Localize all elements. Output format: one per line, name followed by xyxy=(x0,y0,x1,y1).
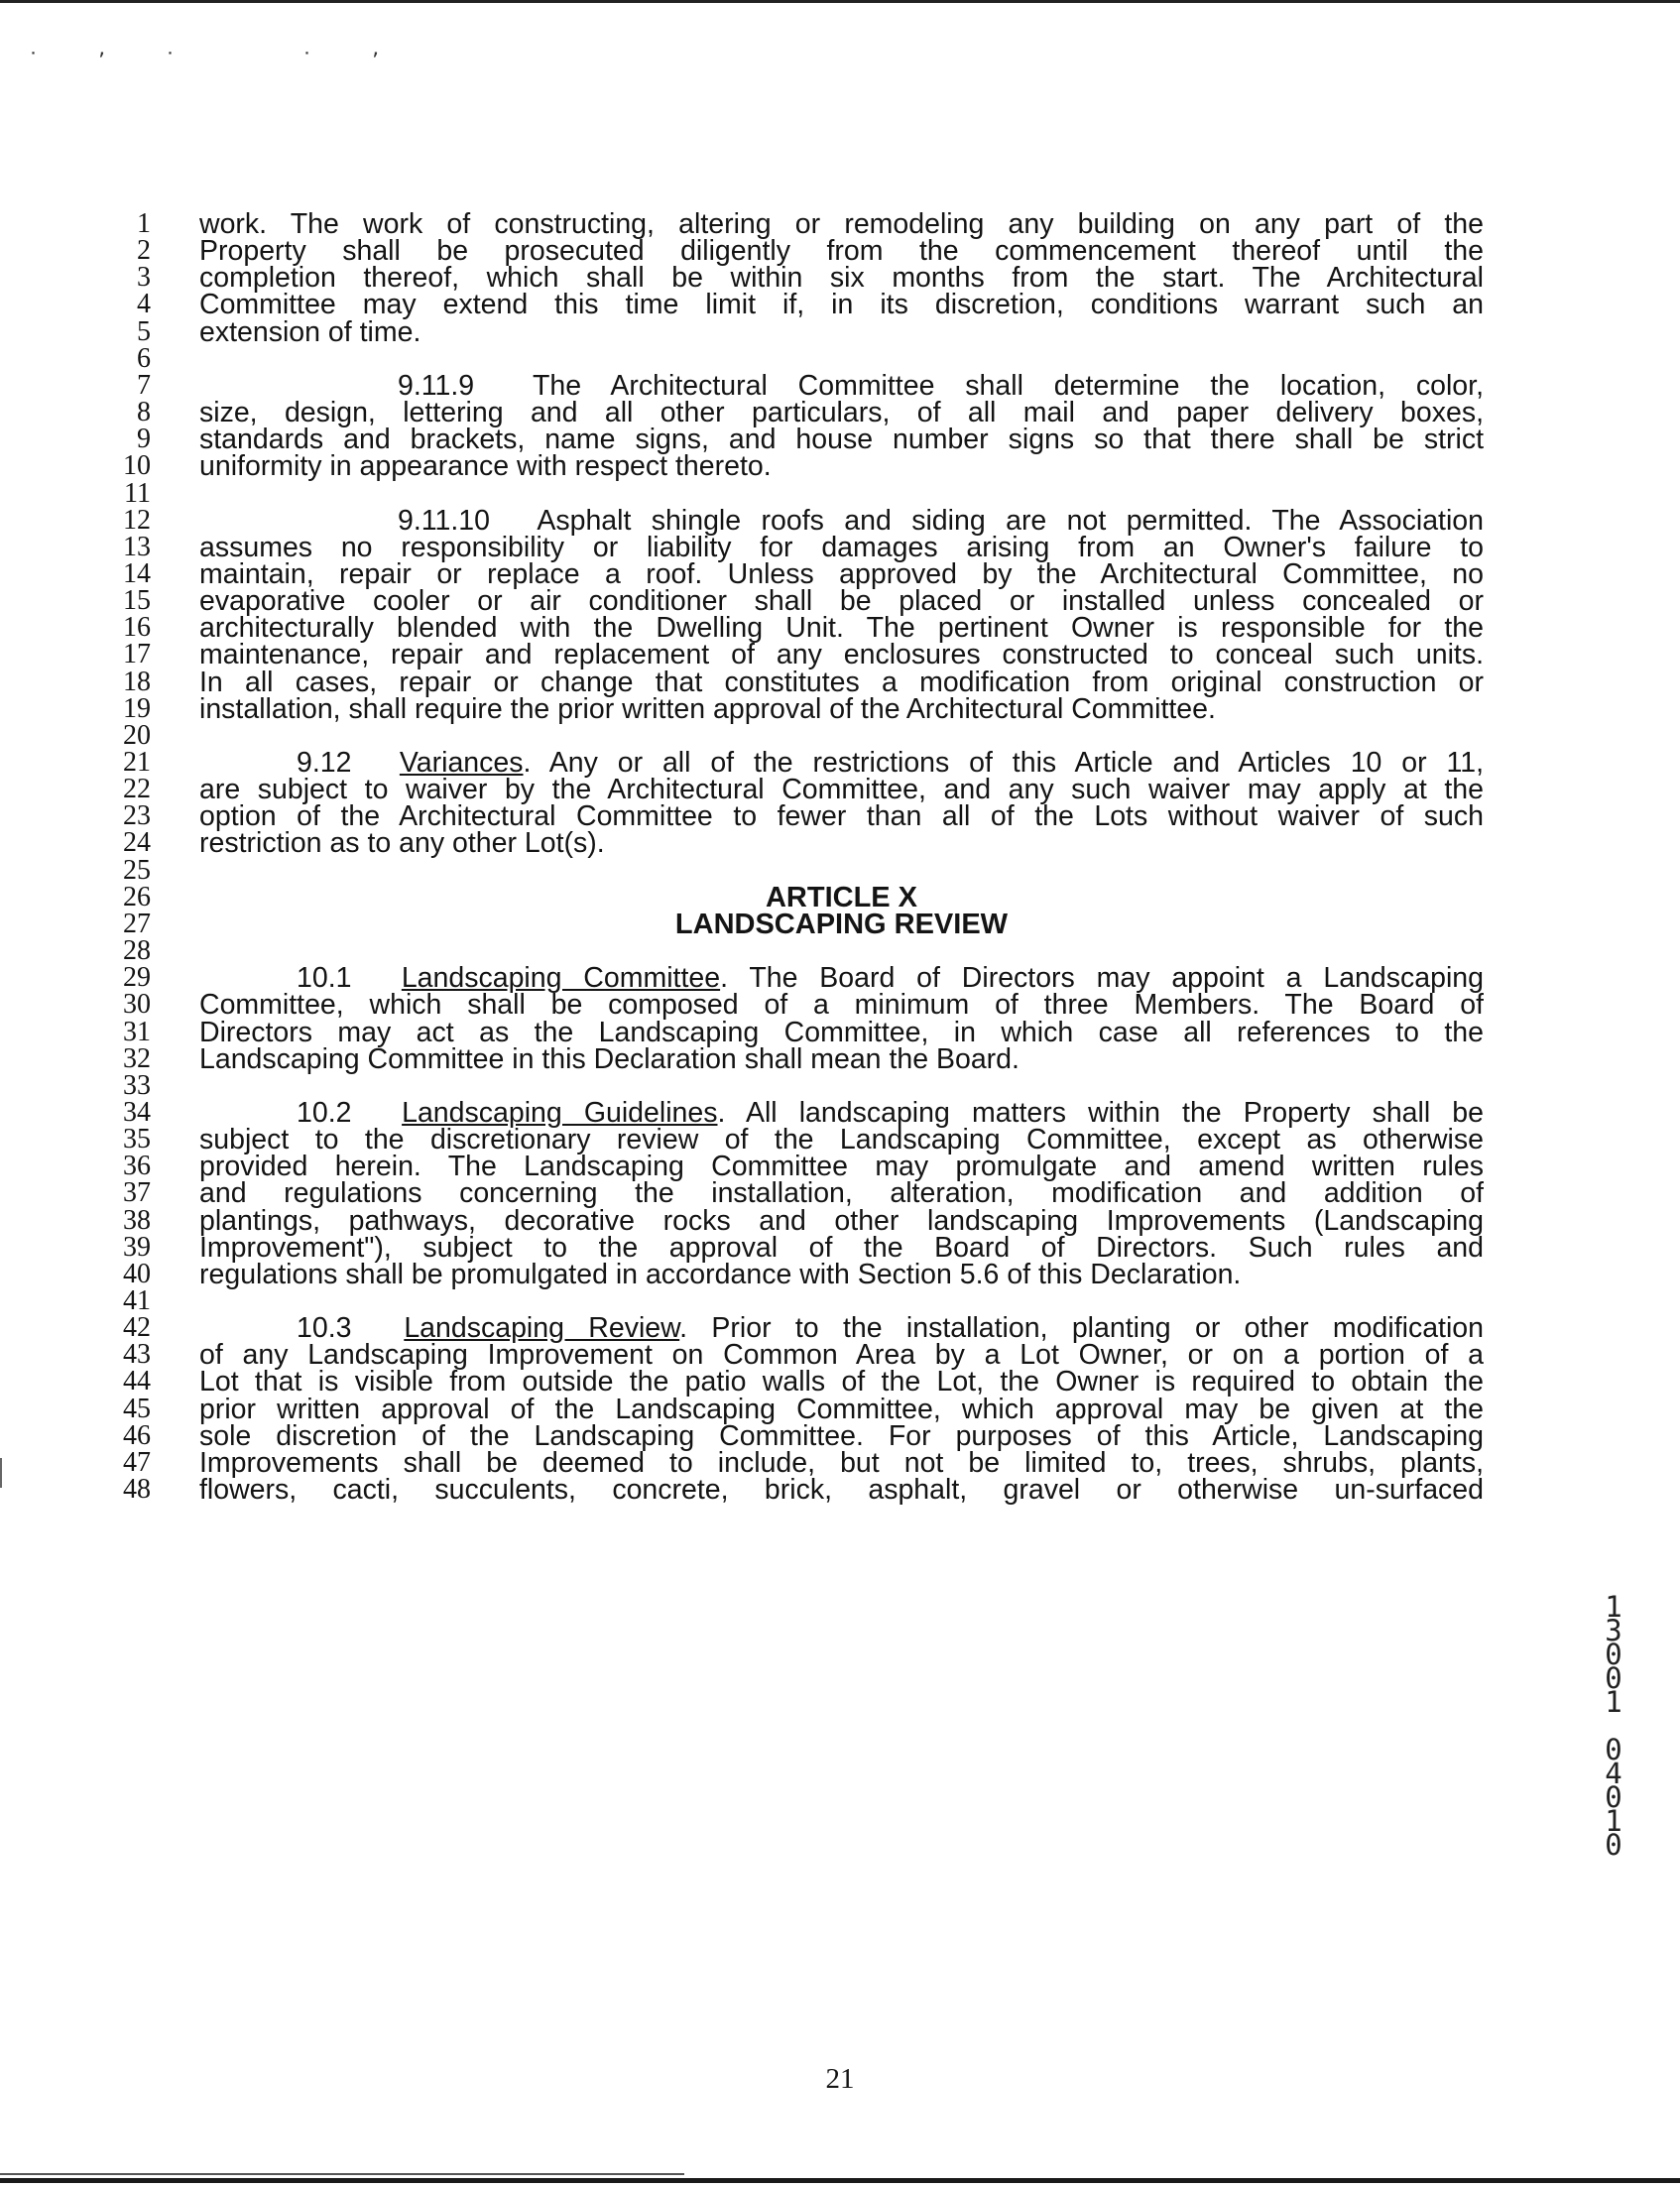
line-number: 25 xyxy=(123,854,151,886)
line-number: 19 xyxy=(123,692,151,724)
line-number: 12 xyxy=(123,504,151,536)
line-content: . Prior to the installation, planting or other modification xyxy=(679,1312,1484,1345)
article-heading: LANDSCAPING REVIEW xyxy=(674,908,1009,940)
line-content: work. The work of constructing, altering or remodeling any building on any part of the xyxy=(199,208,1484,240)
line-content: . The Board of Directors may appoint a Landscaping xyxy=(720,962,1484,995)
line-content: prior written approval of the Landscaping Committee, which approval may be given at the xyxy=(199,1393,1484,1425)
line-content: Improvements shall be deemed to include, but not be limited to, trees, shrubs, plants, xyxy=(199,1446,1484,1479)
stamp-char: 1 xyxy=(1605,1804,1622,1838)
section-title: Landscaping Review xyxy=(404,1312,680,1345)
line-content: uniformity in appearance with respect thereto. xyxy=(199,450,772,483)
stamp-char: 0 xyxy=(1605,1638,1622,1671)
line-number: 28 xyxy=(123,935,151,967)
section-number: 9.12 xyxy=(297,747,352,779)
line-content: Directors may act as the Landscaping Committee, in which case all references to the xyxy=(199,1016,1484,1048)
line-number: 43 xyxy=(123,1339,151,1371)
line-number: 35 xyxy=(123,1124,151,1155)
line-number: 48 xyxy=(123,1474,151,1506)
line-content: . All landscaping matters within the Property shall be xyxy=(717,1096,1484,1129)
line-number: 6 xyxy=(137,342,151,374)
line-content: In all cases, repair or change that constitutes a modification from original construction or xyxy=(199,666,1484,698)
stamp-char: 0 xyxy=(1605,1733,1622,1766)
line-number: 30 xyxy=(123,989,151,1021)
line-number: 22 xyxy=(123,774,151,805)
line-content: architecturally blended with the Dwelling Unit. The pertinent Owner is responsible for the xyxy=(199,612,1484,645)
line-content: Landscaping Committee in this Declaration shall mean the Board. xyxy=(199,1042,1020,1075)
line-number: 32 xyxy=(123,1042,151,1074)
line-number: 8 xyxy=(137,397,151,428)
stamp-char: 0 xyxy=(1605,1780,1622,1814)
line-number: 44 xyxy=(123,1366,151,1398)
scan-bottom-edge-thin xyxy=(0,2173,684,2175)
recording-stamp xyxy=(1603,1590,1624,1862)
line-number: 18 xyxy=(123,666,151,697)
line-number: 46 xyxy=(123,1419,151,1451)
section-number: 9.11.9 xyxy=(398,369,475,402)
stamp-char: 1 xyxy=(1605,1685,1622,1719)
line-content: plantings, pathways, decorative rocks and other landscaping Improvements (Landscaping xyxy=(199,1204,1484,1237)
line-number: 34 xyxy=(123,1096,151,1128)
line-content: extension of time. xyxy=(199,315,421,348)
section-number: 10.1 xyxy=(297,962,352,995)
line-number: 4 xyxy=(137,289,151,320)
line-number: 24 xyxy=(123,827,151,859)
line-number: 41 xyxy=(123,1285,151,1316)
line-number: 39 xyxy=(123,1231,151,1263)
stamp-char: 0 xyxy=(1605,1661,1622,1695)
line-content: Lot that is visible from outside the patio walls of the Lot, the Owner is required to obtain the xyxy=(199,1366,1484,1398)
stamp-char: 4 xyxy=(1605,1757,1622,1790)
section-number: 9.11.10 xyxy=(398,504,490,537)
scan-specks: ˙’˙ ˙’ xyxy=(28,50,438,74)
line-number: 33 xyxy=(123,1069,151,1101)
line-number: 1 xyxy=(137,208,151,239)
line-content: size, design, lettering and all other particulars, of all mail and paper delivery boxes, xyxy=(199,397,1484,429)
line-content: assumes no responsibility or liability for damages arising from an Owner's failure to xyxy=(199,531,1484,563)
line-number: 29 xyxy=(123,962,151,994)
line-number: 17 xyxy=(123,639,151,670)
section-title: Variances xyxy=(399,747,524,779)
line-content: subject to the discretionary review of the Landscaping Committee, except as otherwise xyxy=(199,1124,1484,1156)
section-number: 10.2 xyxy=(297,1096,352,1129)
document-line xyxy=(0,1470,1680,1510)
stamp-char: 0 xyxy=(1605,1828,1622,1862)
line-number: 13 xyxy=(123,531,151,562)
line-number: 45 xyxy=(123,1393,151,1424)
line-number: 36 xyxy=(123,1151,151,1182)
section-title: Landscaping Guidelines xyxy=(402,1096,718,1129)
line-number: 2 xyxy=(137,235,151,267)
line-content: completion thereof, which shall be within six months from the start. The Architectural xyxy=(199,262,1484,295)
line-content: sole discretion of the Landscaping Committee. For purposes of this Article, Landscaping xyxy=(199,1419,1484,1452)
line-number: 42 xyxy=(123,1312,151,1344)
line-content: evaporative cooler or air conditioner shall be placed or installed unless concealed or xyxy=(199,585,1484,618)
line-content: installation, shall require the prior written approval of the Architectural Committee. xyxy=(199,692,1216,725)
line-content: restriction as to any other Lot(s). xyxy=(199,827,605,860)
line-number: 11 xyxy=(124,477,151,509)
line-content: maintain, repair or replace a roof. Unless approved by the Architectural Committee, no xyxy=(199,557,1484,590)
line-number: 3 xyxy=(137,262,151,294)
line-content: . Any or all of the restrictions of this Article and Articles 10 or 11, xyxy=(523,747,1484,779)
line-content: regulations shall be promulgated in accordance with Section 5.6 of this Declaration. xyxy=(199,1258,1242,1290)
line-text xyxy=(199,1470,1484,1510)
line-content: Improvement"), subject to the approval of the Board of Directors. Such rules and xyxy=(199,1231,1484,1264)
scan-top-edge xyxy=(0,0,1680,3)
section-number: 10.3 xyxy=(297,1312,352,1345)
line-content: flowers, cacti, succulents, concrete, brick, asphalt, gravel or otherwise un-surfaced xyxy=(199,1474,1484,1507)
stamp-char: 3 xyxy=(1605,1614,1622,1647)
article-heading: ARTICLE X xyxy=(765,881,918,913)
line-number: 40 xyxy=(123,1258,151,1289)
line-content: Committee, which shall be composed of a minimum of three Members. The Board of xyxy=(199,989,1484,1022)
line-number: 37 xyxy=(123,1177,151,1209)
line-number: 14 xyxy=(123,557,151,589)
line-content: The Architectural Committee shall determine the location, color, xyxy=(532,369,1484,402)
scan-bottom-edge xyxy=(0,2178,1680,2183)
section-title: Landscaping Committee xyxy=(401,962,721,995)
line-content: of any Landscaping Improvement on Common Area by a Lot Owner, or on a portion of a xyxy=(199,1339,1484,1372)
line-content: Property shall be prosecuted diligently from the commencement thereof until the xyxy=(199,235,1484,268)
line-content: standards and brackets, name signs, and house number signs so that there shall be strict xyxy=(199,424,1484,456)
line-content: are subject to waiver by the Architectural Committee, and any such waiver may apply at the xyxy=(199,774,1484,806)
line-number: 31 xyxy=(123,1016,151,1047)
line-number: 5 xyxy=(137,315,151,347)
line-number: 21 xyxy=(123,747,151,778)
line-number: 47 xyxy=(123,1446,151,1478)
line-content: Asphalt shingle roofs and siding are not permitted. The Association xyxy=(537,504,1484,537)
line-content: and regulations concerning the installation, alteration, modification and addition of xyxy=(199,1177,1484,1210)
line-number: 23 xyxy=(123,800,151,832)
line-number: 26 xyxy=(123,881,151,912)
line-content: maintenance, repair and replacement of any enclosures constructed to conceal such units. xyxy=(199,639,1484,671)
line-number: 9 xyxy=(137,424,151,455)
line-content: provided herein. The Landscaping Committee may promulgate and amend written rules xyxy=(199,1151,1484,1183)
line-number: 10 xyxy=(123,450,151,482)
line-number: 7 xyxy=(137,369,151,401)
line-number: 27 xyxy=(123,908,151,939)
line-number: 38 xyxy=(123,1204,151,1236)
line-content: Committee may extend this time limit if, in its discretion, conditions warrant such an xyxy=(199,289,1484,321)
line-number: 16 xyxy=(123,612,151,644)
line-number: 20 xyxy=(123,719,151,751)
page-number: 21 xyxy=(825,2063,855,2095)
line-content: option of the Architectural Committee to fewer than all of the Lots without waiver of such xyxy=(199,800,1484,833)
stamp-char: 1 xyxy=(1605,1590,1622,1624)
line-number: 15 xyxy=(123,585,151,617)
